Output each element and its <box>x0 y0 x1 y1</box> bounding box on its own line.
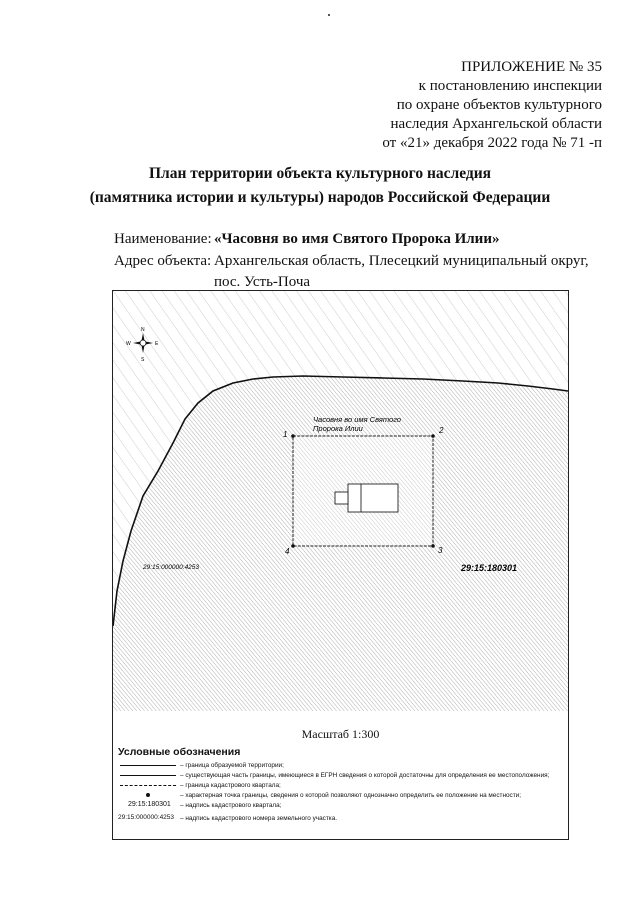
map-scale: Масштаб 1:300 <box>301 727 380 741</box>
document-title-line-2: (памятника истории и культуры) народов Российской Федерации <box>89 189 551 206</box>
address-label: Адрес объекта: <box>114 253 212 269</box>
object-label-line-1: Часовня во имя Святого <box>313 415 401 424</box>
point-4-label: 4 <box>285 547 290 556</box>
parcel-number-label: 29:15:000000:4253 <box>143 564 200 571</box>
appendix-line-1: ПРИЛОЖЕНИЕ № 35 <box>461 59 602 75</box>
chapel-building <box>348 484 398 512</box>
quarter-number-label: 29:15:180301 <box>461 563 518 573</box>
legend-item-point: – характерная точка границы, сведения о которой позволяют однозначно определить ее положение на местности; <box>118 791 521 799</box>
legend-symbol-parcel-label: 29:15:000000:4253 <box>118 814 175 821</box>
legend-item-territory: – граница образуемой территории; <box>118 761 284 769</box>
plan-frame <box>112 290 569 840</box>
document-title-line-1: План территории объекта культурного наследия <box>148 165 492 182</box>
point-1-label: 1 <box>283 430 288 439</box>
object-name-value: «Часовня во имя Святого Пророка Илии» <box>214 231 500 247</box>
point-4-marker <box>291 544 295 548</box>
legend-symbol-quarter-label: 29:15:180301 <box>128 801 171 808</box>
legend-item-parcel-label: 29:15:000000:4253 – надпись кадастрового номера земельного участка. <box>118 814 338 822</box>
compass-e: E <box>155 341 159 347</box>
point-3-label: 3 <box>438 546 443 555</box>
legend-symbol-quarter <box>118 781 180 789</box>
object-name-row <box>114 228 499 250</box>
appendix-line-4: наследия Архангельской области <box>390 116 602 132</box>
legend-item-existing-boundary: – существующая часть границы, имеющиеся в ЕГРН сведения о которой достаточны для определения ее местоположения; <box>118 771 549 779</box>
compass-s: S <box>141 357 145 363</box>
point-1-marker <box>291 434 295 438</box>
legend-symbol-territory <box>118 761 180 769</box>
address-line-2: пос. Усть-Поча <box>214 274 311 290</box>
point-2-marker <box>431 434 435 438</box>
address-line-1: Архангельская область, Плесецкий муниципальный округ, <box>214 253 589 269</box>
compass-w: W <box>126 341 131 347</box>
chapel-porch <box>335 492 348 504</box>
page-dot <box>328 14 330 16</box>
legend-title: Условные обозначения <box>118 746 241 758</box>
territory-plan-map <box>113 291 568 711</box>
address-row <box>114 250 589 272</box>
object-label-line-2: Пророка Илии <box>313 424 363 433</box>
legend-symbol-point <box>118 791 180 799</box>
appendix-line-3: по охране объектов культурного <box>396 97 602 113</box>
point-3-marker <box>431 544 435 548</box>
appendix-header <box>342 58 602 153</box>
appendix-line-2: к постановлению инспекции <box>418 78 602 94</box>
compass-n: N <box>141 327 145 333</box>
legend-item-quarter-label: 29:15:180301 – надпись кадастрового квартала; <box>118 801 281 809</box>
point-2-label: 2 <box>439 426 444 435</box>
legend-item-quarter-boundary: – граница кадастрового квартала; <box>118 781 281 789</box>
appendix-line-5: от «21» декабря 2022 года № 71 -п <box>382 135 602 151</box>
object-name-label: Наименование: <box>114 231 212 247</box>
legend-symbol-existing <box>118 771 180 779</box>
